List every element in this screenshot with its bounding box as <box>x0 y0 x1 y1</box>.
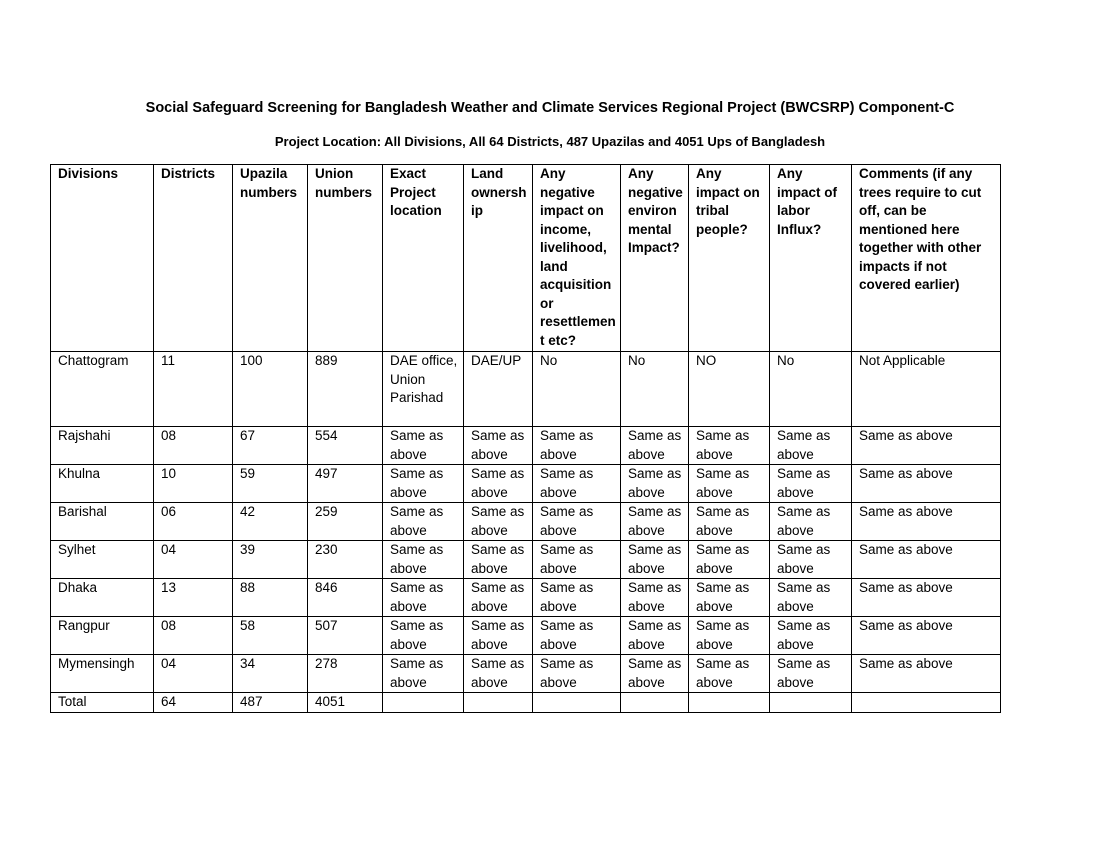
cell-location: Same as above <box>383 655 464 693</box>
cell-land-ownership: Same as above <box>464 465 533 503</box>
cell-negative-impact: No <box>533 352 621 427</box>
table-row <box>51 655 1001 693</box>
cell-comments: Same as above <box>852 427 1001 465</box>
cell-land-ownership: Same as above <box>464 427 533 465</box>
table-row <box>51 579 1001 617</box>
cell-location <box>383 693 464 713</box>
table-row <box>51 617 1001 655</box>
cell-upazila: 58 <box>233 617 308 655</box>
cell-comments <box>852 693 1001 713</box>
cell-location: Same as above <box>383 541 464 579</box>
cell-union: 507 <box>308 617 383 655</box>
cell-tribal-impact <box>689 693 770 713</box>
cell-location: Same as above <box>383 465 464 503</box>
cell-land-ownership: Same as above <box>464 617 533 655</box>
cell-environmental-impact: Same as above <box>621 655 689 693</box>
header-labor-influx: Any impact of labor Influx? <box>770 165 852 352</box>
cell-division: Barishal <box>51 503 154 541</box>
header-land-ownership: Land ownership <box>464 165 533 352</box>
cell-upazila: 59 <box>233 465 308 503</box>
cell-districts: 06 <box>154 503 233 541</box>
cell-environmental-impact: Same as above <box>621 541 689 579</box>
cell-environmental-impact: Same as above <box>621 427 689 465</box>
cell-districts: 08 <box>154 617 233 655</box>
cell-union: 230 <box>308 541 383 579</box>
cell-labor-influx: Same as above <box>770 465 852 503</box>
cell-location: Same as above <box>383 617 464 655</box>
cell-environmental-impact: Same as above <box>621 503 689 541</box>
cell-negative-impact: Same as above <box>533 427 621 465</box>
header-environmental-impact: Any negative environmental Impact? <box>621 165 689 352</box>
cell-upazila: 100 <box>233 352 308 427</box>
cell-union: 554 <box>308 427 383 465</box>
cell-location: DAE office, Union Parishad <box>383 352 464 427</box>
table-row <box>51 465 1001 503</box>
cell-labor-influx: Same as above <box>770 617 852 655</box>
cell-union: 278 <box>308 655 383 693</box>
cell-union: 889 <box>308 352 383 427</box>
cell-land-ownership: Same as above <box>464 541 533 579</box>
document-title: Social Safeguard Screening for Bangladesh Weather and Climate Services Regional Project (BWCSRP) Component-C <box>145 100 955 116</box>
screening-table <box>50 164 1001 713</box>
cell-comments: Same as above <box>852 655 1001 693</box>
table-row <box>51 541 1001 579</box>
cell-negative-impact: Same as above <box>533 503 621 541</box>
cell-tribal-impact: Same as above <box>689 655 770 693</box>
cell-tribal-impact: Same as above <box>689 503 770 541</box>
cell-environmental-impact: Same as above <box>621 617 689 655</box>
cell-division: Sylhet <box>51 541 154 579</box>
cell-upazila: 42 <box>233 503 308 541</box>
header-tribal-impact: Any impact on tribal people? <box>689 165 770 352</box>
cell-land-ownership: DAE/UP <box>464 352 533 427</box>
table-header-row <box>51 165 1001 352</box>
table-row <box>51 503 1001 541</box>
table-row <box>51 352 1001 427</box>
cell-negative-impact <box>533 693 621 713</box>
cell-comments: Same as above <box>852 579 1001 617</box>
cell-upazila: 67 <box>233 427 308 465</box>
cell-land-ownership: Same as above <box>464 503 533 541</box>
header-upazila-numbers: Upazila numbers <box>233 165 308 352</box>
header-comments: Comments (if any trees require to cut off, can be mentioned here together with other impacts if not covered earlier) <box>852 165 1001 352</box>
cell-division: Chattogram <box>51 352 154 427</box>
cell-land-ownership <box>464 693 533 713</box>
cell-division: Total <box>51 693 154 713</box>
cell-division: Khulna <box>51 465 154 503</box>
cell-districts: 13 <box>154 579 233 617</box>
cell-labor-influx <box>770 693 852 713</box>
cell-tribal-impact: Same as above <box>689 617 770 655</box>
cell-districts: 04 <box>154 541 233 579</box>
cell-environmental-impact: Same as above <box>621 579 689 617</box>
cell-union: 4051 <box>308 693 383 713</box>
cell-upazila: 34 <box>233 655 308 693</box>
cell-districts: 11 <box>154 352 233 427</box>
cell-land-ownership: Same as above <box>464 579 533 617</box>
cell-labor-influx: Same as above <box>770 579 852 617</box>
cell-division: Rajshahi <box>51 427 154 465</box>
cell-negative-impact: Same as above <box>533 655 621 693</box>
table-row <box>51 427 1001 465</box>
table-total-row <box>51 693 1001 713</box>
cell-location: Same as above <box>383 503 464 541</box>
cell-location: Same as above <box>383 579 464 617</box>
cell-labor-influx: Same as above <box>770 503 852 541</box>
cell-districts: 08 <box>154 427 233 465</box>
cell-environmental-impact: No <box>621 352 689 427</box>
cell-division: Mymensingh <box>51 655 154 693</box>
cell-union: 497 <box>308 465 383 503</box>
header-project-location: Exact Project location <box>383 165 464 352</box>
cell-environmental-impact: Same as above <box>621 465 689 503</box>
cell-negative-impact: Same as above <box>533 579 621 617</box>
cell-comments: Same as above <box>852 617 1001 655</box>
cell-land-ownership: Same as above <box>464 655 533 693</box>
cell-tribal-impact: Same as above <box>689 427 770 465</box>
cell-division: Rangpur <box>51 617 154 655</box>
cell-comments: Same as above <box>852 465 1001 503</box>
cell-union: 846 <box>308 579 383 617</box>
document-subtitle: Project Location: All Divisions, All 64 Districts, 487 Upazilas and 4051 Ups of Bangladesh <box>274 134 826 149</box>
cell-comments: Not Applicable <box>852 352 1001 427</box>
cell-upazila: 39 <box>233 541 308 579</box>
cell-union: 259 <box>308 503 383 541</box>
cell-environmental-impact <box>621 693 689 713</box>
cell-labor-influx: Same as above <box>770 541 852 579</box>
cell-division: Dhaka <box>51 579 154 617</box>
cell-comments: Same as above <box>852 541 1001 579</box>
header-divisions: Divisions <box>51 165 154 352</box>
cell-tribal-impact: Same as above <box>689 579 770 617</box>
cell-upazila: 88 <box>233 579 308 617</box>
cell-tribal-impact: Same as above <box>689 465 770 503</box>
cell-labor-influx: Same as above <box>770 655 852 693</box>
cell-comments: Same as above <box>852 503 1001 541</box>
cell-districts: 10 <box>154 465 233 503</box>
cell-upazila: 487 <box>233 693 308 713</box>
cell-tribal-impact: Same as above <box>689 541 770 579</box>
cell-labor-influx: Same as above <box>770 427 852 465</box>
header-districts: Districts <box>154 165 233 352</box>
cell-districts: 04 <box>154 655 233 693</box>
cell-labor-influx: No <box>770 352 852 427</box>
cell-districts: 64 <box>154 693 233 713</box>
header-negative-impact: Any negative impact on income, livelihood, land acquisition or resettlement etc? <box>533 165 621 352</box>
cell-negative-impact: Same as above <box>533 617 621 655</box>
cell-negative-impact: Same as above <box>533 465 621 503</box>
cell-tribal-impact: NO <box>689 352 770 427</box>
cell-negative-impact: Same as above <box>533 541 621 579</box>
cell-location: Same as above <box>383 427 464 465</box>
header-union-numbers: Union numbers <box>308 165 383 352</box>
